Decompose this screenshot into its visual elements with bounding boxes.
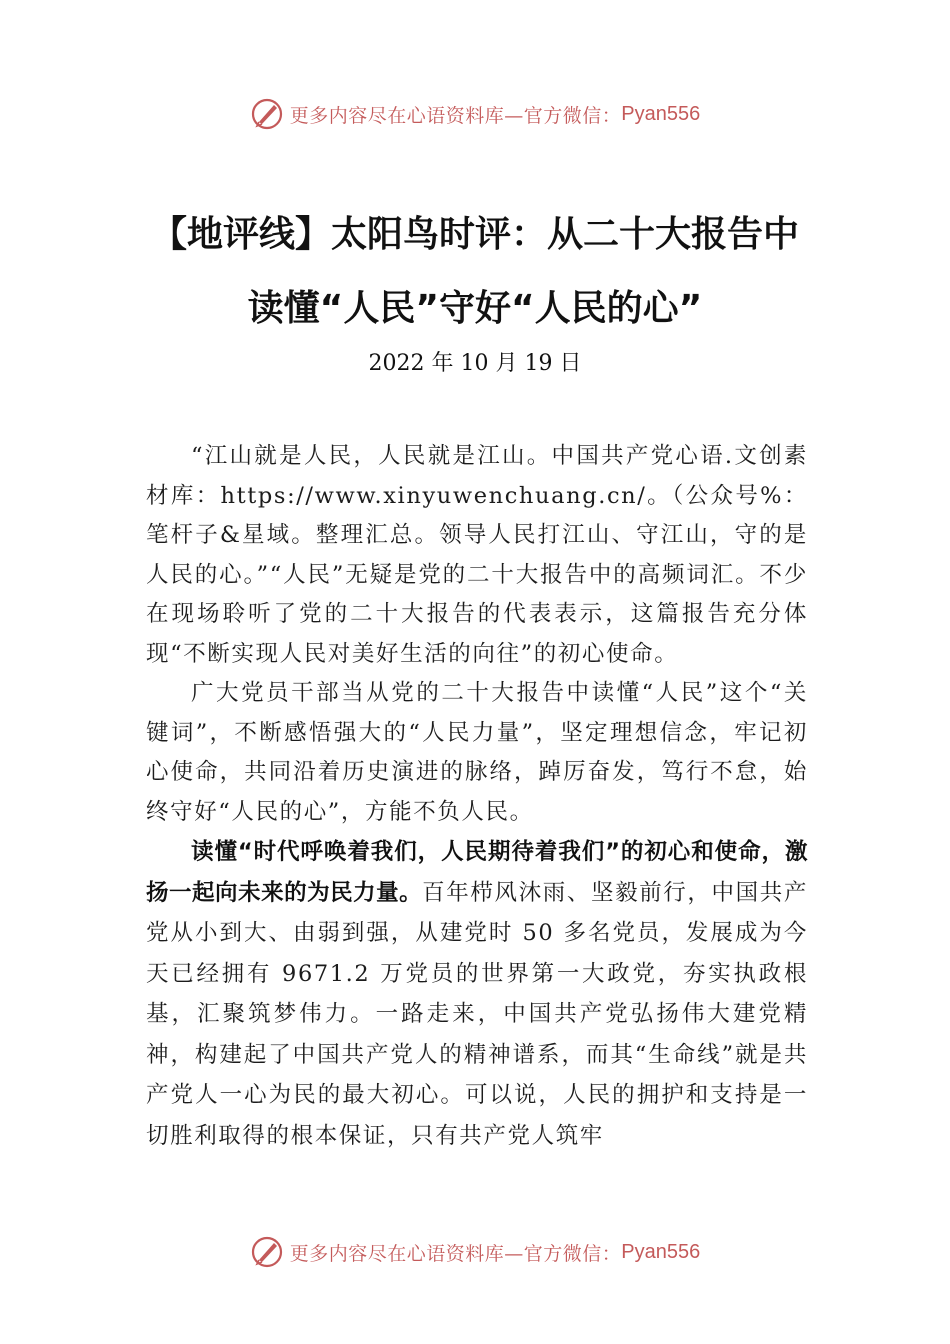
quill-pen-logo-icon	[250, 97, 284, 131]
header-banner	[0, 94, 950, 134]
footer-banner	[0, 1232, 950, 1272]
banner-wechat-id: Pyan556	[621, 102, 701, 125]
article-body	[146, 437, 808, 1156]
paragraph-3-lead: 读懂“时代呼唤着我们，人民期待着我们”的初心和使命，激扬一起向未来的为民力量。	[146, 839, 808, 906]
article-title-line-1: 【地评线】太阳鸟时评：从二十大报告中	[150, 214, 799, 255]
paragraph-3-rest: 百年栉风沐雨、坚毅前行，中国共产党从小到大、由弱到强，从建党时 50 多名党员，发展成为今天已经拥有 9671.2 万党员的世界第一大政党，夯实执政根基，汇聚筑梦伟力。一路走来，中国共产党弘扬伟大建党精神，构建起了中国共产党人的精神谱系，而其“生命线”就是共产党人一心为民的最大初心。可以说，人民的拥护和支持是一切胜利取得的根本保证，只有共产党人筑牢	[146, 879, 808, 1149]
banner-text: 更多内容尽在心语资料库—官方微信：	[289, 104, 622, 127]
paragraph-1: “江山就是人民，人民就是江山。中国共产党心语.文创素材库：https://www.xinyuwenchuang.cn/。（公众号%：笔杆子&星域。整理汇总。领导人民打江山、守江山，守的是人民的心。”“人民”无疑是党的二十大报告中的高频词汇。不少在现场聆听了党的二十大报告的代表表示，这篇报告充分体现“不断实现人民对美好生活的向往”的初心使命。	[146, 443, 808, 667]
paragraph-2: 广大党员干部当从党的二十大报告中读懂“人民”这个“关键词”，不断感悟强大的“人民力量”，坚定理想信念，牢记初心使命，共同沿着历史演进的脉络，踔厉奋发，笃行不怠，始终守好“人民的心”，方能不负人民。	[146, 680, 808, 825]
footer-banner-wechat-id: Pyan556	[621, 1240, 701, 1263]
quill-pen-logo-icon	[250, 1235, 284, 1269]
article-date: 2022 年 10 月 19 日	[368, 351, 582, 376]
paragraph-3	[146, 832, 808, 1156]
article-title-line-2: 读懂“人民”守好“人民的心”	[247, 288, 703, 329]
footer-banner-text: 更多内容尽在心语资料库—官方微信：	[289, 1242, 622, 1265]
